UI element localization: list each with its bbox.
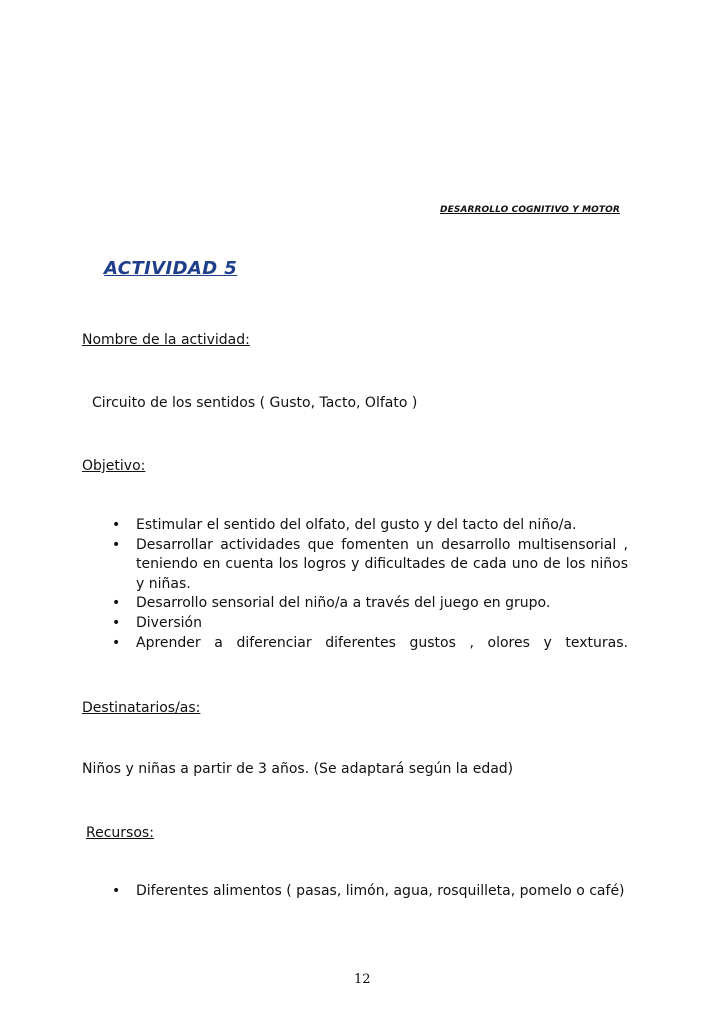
bullet-icon: •: [112, 614, 121, 631]
recursos-list: [112, 882, 628, 902]
bullet-icon: •: [112, 883, 121, 899]
objetivo-label: Objetivo:: [82, 458, 146, 474]
list-item: • Desarrollo sensorial del niño/a a través del juego en grupo.: [112, 594, 628, 614]
running-header: DESARROLLO COGNITIVO Y MOTOR: [440, 205, 620, 215]
list-item: • Diferentes alimentos ( pasas, limón, agua, rosquilleta, pomelo o café): [112, 882, 628, 902]
list-item: • Diversión: [112, 614, 628, 634]
bullet-icon: •: [112, 517, 121, 533]
recursos-label: Recursos:: [86, 825, 154, 841]
bullet-icon: •: [112, 536, 121, 553]
list-item: • Estimular el sentido del olfato, del gusto y del tacto del niño/a.: [112, 516, 628, 536]
bullet-icon: •: [112, 595, 121, 612]
nombre-label: Nombre de la actividad:: [82, 332, 250, 348]
page-number: 12: [354, 972, 371, 987]
activity-title: ACTIVIDAD 5: [104, 258, 238, 279]
bullet-icon: •: [112, 634, 121, 651]
destinatarios-label: Destinatarios/as:: [82, 700, 201, 716]
objetivo-list: [112, 516, 628, 653]
list-item: • Desarrollar actividades que fomenten un desarrollo multisensorial , teniendo en cuenta los logros y dificultades de cada uno de los niños y niñas.: [112, 536, 628, 592]
destinatarios-value: Niños y niñas a partir de 3 años. (Se adaptará según la edad): [82, 761, 514, 777]
nombre-value: Circuito de los sentidos ( Gusto, Tacto, Olfato ): [92, 395, 418, 411]
list-item: • Aprender a diferenciar diferentes gustos , olores y texturas.: [112, 634, 628, 654]
